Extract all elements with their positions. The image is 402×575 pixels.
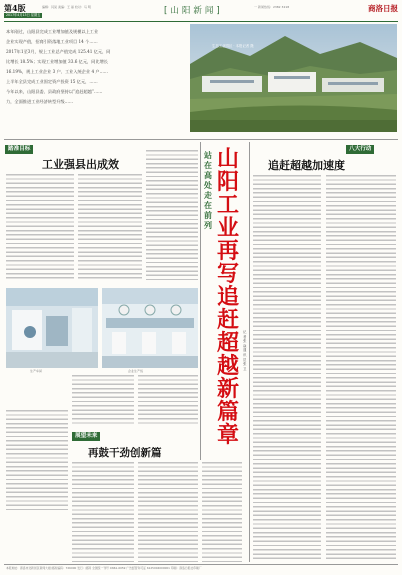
left-col-2-text <box>78 174 142 280</box>
production-line-photo-caption: 企业生产线 <box>128 369 144 373</box>
center-divider-left <box>200 142 201 460</box>
section-title-bottom: 再鼓干劲创新篇 <box>88 447 162 459</box>
intro-divider <box>4 139 398 140</box>
section-title-left: 工业强县出成效 <box>42 158 119 171</box>
industrial-park-photo <box>190 24 397 132</box>
bottom-col-1 <box>72 462 134 562</box>
right-col-2-text <box>326 175 396 560</box>
workshop-photo-caption: 生产车间 <box>30 369 43 373</box>
intro-block <box>6 27 187 137</box>
left-col-3-text <box>146 150 198 280</box>
byline: 记者 张 焱 通讯员 张卫 <box>243 330 247 371</box>
left-col-1-text <box>6 174 74 280</box>
section-tag-left: 踏准目标 <box>5 145 33 154</box>
section-tag-bottom: 展望未来 <box>72 432 100 441</box>
date-line: 2017年4月13日 星期五 <box>6 13 41 17</box>
header-divider <box>4 21 398 22</box>
intro-text: 本年刚过，山阳县完成工业增加值及规模以上工业 企业实现产值，招商引资落地工业项目 14 个…… 2017年1至3月，规上工业总产值完成 125.41 亿元，同 比增长 18.5%；实现工业增加值 33.6 亿元，同比增长 16.19%，规上工业企业 3 户、工业入统企业 4 户…… 上半年全县完成工业固定资产投资 15 亿元，…… 今年以来，山阳县委、县政府坚持以“追赶超越”…… 力，全面推进工业经济转型升级…… <box>6 29 111 104</box>
workshop-photo <box>6 288 98 368</box>
left-bottom-col-3 <box>138 375 198 425</box>
bottom-col-3 <box>202 462 242 562</box>
footer-divider <box>4 564 398 565</box>
bottom-col-2 <box>138 462 198 562</box>
left-bottom-col-2 <box>72 375 134 425</box>
page-number: 第4版 <box>4 3 26 13</box>
masthead <box>4 3 398 21</box>
section-tag-right: 八大行动 <box>346 145 374 154</box>
photo-caption: 生态工业园区 · 本报记者 摄 <box>212 44 254 48</box>
footer-text: 本报地址：商洛市北新街区新闻大楼 邮政编码：726000 发行：邮局 全国统一刊号 CN61-0059 广告经营许可证 6125004000001 印刷：商洛日报社印刷厂 <box>6 566 202 570</box>
left-bottom-col-1 <box>6 410 68 510</box>
right-col-1-text <box>253 175 321 560</box>
main-headline: 山阳工业再写追赶超越新篇章 <box>216 146 239 448</box>
logo: 商洛日报 <box>368 4 398 13</box>
side-slogan: 站在高处 走在前列 <box>204 150 212 230</box>
editor-line: 编辑：闫昊 美编：王 丽 校对：马 明 <box>42 5 91 9</box>
center-divider-right <box>249 142 250 562</box>
section-title-right: 追赶超越加速度 <box>268 159 345 172</box>
header-right-line: 一 新闻热线：2382 3218 <box>254 5 290 9</box>
production-line-photo <box>102 288 198 368</box>
section-name: [山阳新闻] <box>164 6 223 16</box>
